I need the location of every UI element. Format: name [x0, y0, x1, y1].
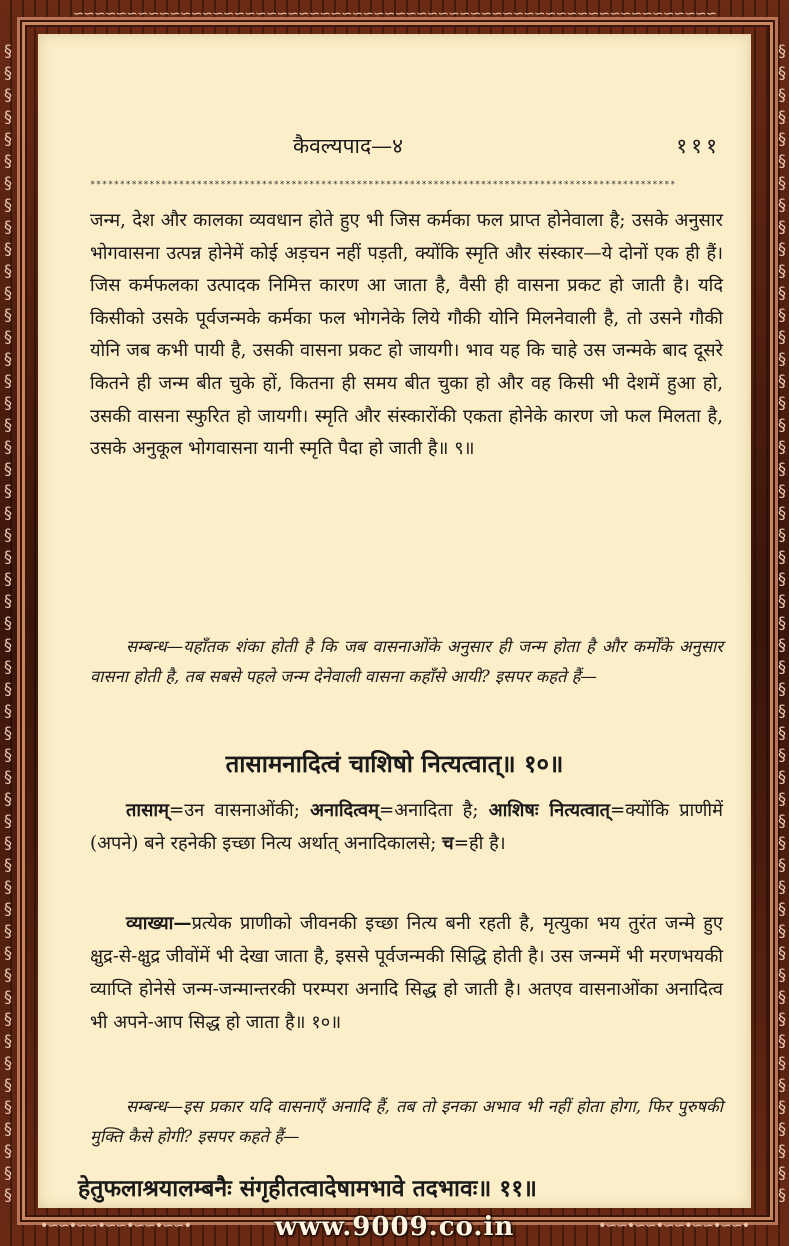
top-ornament: ∽∽∽∽∽∽∽∽∽∽∽∽∽∽∽∽∽∽∽∽∽∽∽∽∽∽∽∽∽∽∽∽∽∽∽∽∽∽∽∽∽∽∽∽∽∽∽∽∽∽∽∽∽∽∽∽∽∽∽∽ [72, 6, 717, 22]
footer [0, 1208, 789, 1246]
page-header [38, 132, 751, 162]
paragraph-commentary-9: जन्म, देश और कालका व्यवधान होते हुए भी जिस कर्मका फल प्राप्त होनेवाला है; उसके अनुसार भोगवासना उत्पन्न होनेमें कोई अड़चन नहीं पड़ती, क्योंकि स्मृति और संस्कार—ये दोनों एक ही हैं। जिस कर्मफलका उत्पादक निमित्त कारण आ जाता है, वैसी ही वासना प्रकट हो जाती है। यदि किसीको उसके पूर्वजन्मके कर्मका फल भोगनेके लिये गौकी योनि मिलनेवाली है, तो उसने गौकी योनि जब कभी पायी है, उसकी वासना प्रकट हो जायगी। भाव यह कि चाहे उस जन्मके बाद दूसरे कितने ही जन्म बीत चुके हों, कितना ही समय बीत चुका हो और वह किसी भी देशमें हुआ हो, उसकी वासना स्फुरित हो जायगी। स्मृति और संस्कारोंकी एकता होनेके कारण जो फल मिलता है, उसके अनुकूल भोगवासना यानी स्मृति पैदा हो जाती है॥ ९॥ [90, 210, 723, 460]
sutra-11: हेतुफलाश्रयालम्बनैः संगृहीतत्वादेषामभावे तदभावः॥ ११॥ [78, 1175, 537, 1202]
chapter-title: कैवल्यपाद—४ [293, 134, 404, 158]
term: अनादित्वम् [310, 800, 380, 821]
sambandh-text: इस प्रकार यदि वासनाएँ अनादि हैं, तब तो इनका अभाव भी नहीं होता होगा, फिर पुरुषकी मुक्ति कैसे होगी? इसपर कहते हैं— [90, 1097, 723, 1146]
vyakhya-label: व्याख्या— [126, 913, 192, 934]
vyakhya-paragraph [90, 907, 723, 1039]
term: आशिषः नित्यत्वात् [488, 800, 611, 821]
sambandh-label: सम्बन्ध— [126, 1097, 184, 1116]
term: च [442, 833, 454, 854]
meaning: =उन वासनाओंकी; [168, 800, 311, 821]
bottom-left-ornament: •∽∽•∽∽•∽∽•∽∽•∽∽• [40, 1218, 191, 1234]
left-ornament: § § § § § § § § § § § § § § § § § § § § § § § § § § § § § § § § § § § § § § § § § § § § § § § § § § § § § [4, 41, 11, 1204]
sambandh-label: सम्बन्ध— [126, 637, 184, 656]
right-ornament: § § § § § § § § § § § § § § § § § § § § § § § § § § § § § § § § § § § § § § § § § § § § § § § § § § § § § [778, 41, 785, 1204]
bottom-right-ornament: •∽∽•∽∽•∽∽•∽∽•∽∽• [598, 1218, 749, 1234]
header-separator: *************************************************************************************************** [90, 180, 676, 190]
meaning: =क्योंकि प्राणीमें (अपने) बने रहनेकी इच्छा नित्य अर्थात् अनादिकालसे; [90, 800, 723, 854]
meaning: =ही है। [453, 833, 506, 854]
sambandh-text: यहाँतक शंका होती है कि जब वासनाओंके अनुसार ही जन्म होता है और कर्मोंके अनुसार वासना होती है, तब सबसे पहले जन्म देनेवाली वासना कहाँसे आयी? इसपर कहते हैं— [90, 637, 723, 686]
meaning: =अनादिता है; [379, 800, 489, 821]
vyakhya-text: प्रत्येक प्राणीको जीवनकी इच्छा नित्य बनी रहती है, मृत्युका भय तुरंत जन्मे हुए क्षुद्र-से-क्षुद्र जीवोंमें भी देखा जाता है, इससे पूर्वजन्मकी सिद्धि होती है। उस जन्ममें भी मरणभयकी व्याप्ति होनेसे जन्म-जन्मान्तरकी परम्परा अनादि सिद्ध हो जाती है। अतएव वासनाओंका अनादित्व भी अपने-आप सिद्ध हो जाता है॥ १०॥ [90, 913, 724, 1033]
website-link[interactable]: www.9009.co.in [274, 1212, 515, 1242]
term: तासाम् [126, 800, 169, 821]
sambandh-note-1 [90, 632, 723, 692]
page-number: १११ [676, 134, 721, 158]
word-meaning-paragraph [90, 794, 723, 860]
sambandh-note-2 [90, 1092, 723, 1152]
book-page [38, 34, 751, 1208]
sutra-10: तासामनादित्वं चाशिषो नित्यत्वात्॥ १०॥ [225, 749, 564, 778]
